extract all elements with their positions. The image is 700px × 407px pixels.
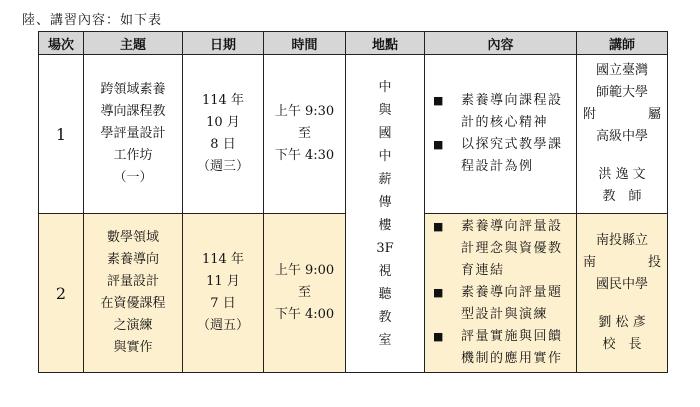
lecturer-org-line: 高級中學	[595, 129, 648, 144]
content-line: 素養導向評量題	[461, 285, 563, 300]
session-date	[183, 55, 264, 214]
content-line: 程設計為例	[461, 159, 534, 174]
content-item	[433, 90, 570, 134]
lecturer-name: 洪 逸 文	[598, 167, 646, 182]
topic-line: 與實作	[113, 340, 153, 355]
bullet-icon: ■	[433, 330, 444, 343]
org-char: 屬	[647, 107, 661, 122]
content-line: 計理念與資優教	[461, 241, 563, 256]
topic-line: 之演練	[113, 318, 153, 333]
session-number: 2	[39, 214, 84, 373]
bullet-icon: ■	[433, 220, 444, 233]
bullet-icon: ■	[433, 138, 444, 151]
session-number: 1	[39, 55, 84, 214]
bullet-icon: ■	[433, 94, 444, 107]
date-line: 11 月	[206, 274, 240, 289]
session-topic	[84, 214, 183, 373]
content-item	[433, 216, 570, 282]
date-line: （週三）	[196, 159, 249, 174]
location-char: 3F	[376, 240, 394, 256]
header-session: 場次	[39, 32, 84, 55]
time-line: 上午 9:00	[274, 263, 335, 278]
date-line: 7 日	[210, 296, 236, 311]
topic-line: 工作坊	[113, 148, 153, 163]
lecturer-org-line	[577, 252, 667, 274]
topic-line: 評量設計	[106, 274, 159, 289]
location-char: 中	[378, 79, 392, 95]
session-content	[425, 214, 577, 373]
location-char: 教	[378, 309, 392, 325]
content-line: 型設計與演練	[461, 307, 549, 322]
location-char: 室	[378, 332, 392, 348]
session-topic	[84, 55, 183, 214]
location-char: 與	[378, 102, 392, 118]
lecturer-org-line: 國民中學	[595, 277, 648, 292]
bullet-icon: ■	[433, 286, 444, 299]
content-line: 評量實施與回饋	[461, 329, 563, 344]
table-row	[39, 55, 668, 214]
header-location: 地點	[346, 32, 425, 55]
date-line: 114 年	[202, 252, 244, 267]
header-topic: 主題	[84, 32, 183, 55]
session-content	[425, 55, 577, 214]
date-line: 114 年	[202, 93, 244, 108]
lecturer-org-line: 國立臺灣	[595, 63, 648, 78]
session-time	[264, 55, 346, 214]
location-char: 樓	[378, 217, 392, 233]
content-line: 以探究式教學課	[461, 137, 563, 152]
content-line: 素養導向評量設	[461, 219, 563, 234]
content-line: 素養導向課程設	[461, 93, 563, 108]
session-lecturer	[577, 55, 668, 214]
content-item	[433, 282, 570, 326]
location-char: 聽	[378, 286, 392, 302]
lecturer-org-line: 師範大學	[595, 85, 648, 100]
lecturer-name: 劉 松 彥	[598, 315, 646, 330]
topic-line: （一）	[113, 170, 153, 185]
time-line: 至	[297, 285, 311, 300]
lecturer-org-line: 南投縣立	[595, 233, 648, 248]
session-date	[183, 214, 264, 373]
time-line: 上午 9:30	[274, 104, 335, 119]
section-title: 陸、講習內容：如下表	[22, 13, 163, 28]
header-row	[39, 32, 668, 55]
content-item	[433, 326, 570, 370]
date-line: 10 月	[206, 115, 240, 130]
session-lecturer	[577, 214, 668, 373]
org-char: 附	[583, 107, 597, 122]
location-char: 視	[378, 263, 392, 279]
topic-line: 學評量設計	[100, 126, 166, 141]
time-line: 至	[297, 126, 311, 141]
topic-line: 導向課程教	[100, 104, 166, 119]
header-date: 日期	[183, 32, 264, 55]
header-lecturer: 講師	[577, 32, 668, 55]
topic-line: 在資優課程	[100, 296, 166, 311]
lecturer-title: 校 長	[602, 337, 642, 352]
location-char: 薪	[378, 171, 392, 187]
location-char: 國	[378, 125, 392, 141]
org-char: 投	[647, 255, 661, 270]
content-line: 育連結	[461, 263, 505, 278]
location-char: 中	[378, 148, 392, 164]
time-line: 下午 4:00	[274, 307, 335, 322]
content-line: 機制的應用實作	[461, 351, 563, 366]
lecturer-title: 教 師	[602, 189, 642, 204]
location-char: 傳	[378, 194, 392, 210]
topic-line: 數學領域	[106, 230, 159, 245]
header-content: 內容	[425, 32, 577, 55]
topic-line: 跨領域素養	[100, 82, 166, 97]
date-line: （週五）	[196, 318, 249, 333]
session-time	[264, 214, 346, 373]
time-line: 下午 4:30	[274, 148, 335, 163]
header-time: 時間	[264, 32, 346, 55]
lecturer-org-line	[577, 104, 667, 126]
content-item	[433, 134, 570, 178]
content-line: 計的核心精神	[461, 115, 549, 130]
org-char: 南	[583, 255, 597, 270]
topic-line: 素養導向	[106, 252, 159, 267]
schedule-table	[38, 31, 668, 373]
date-line: 8 日	[210, 137, 236, 152]
session-location	[346, 55, 425, 373]
